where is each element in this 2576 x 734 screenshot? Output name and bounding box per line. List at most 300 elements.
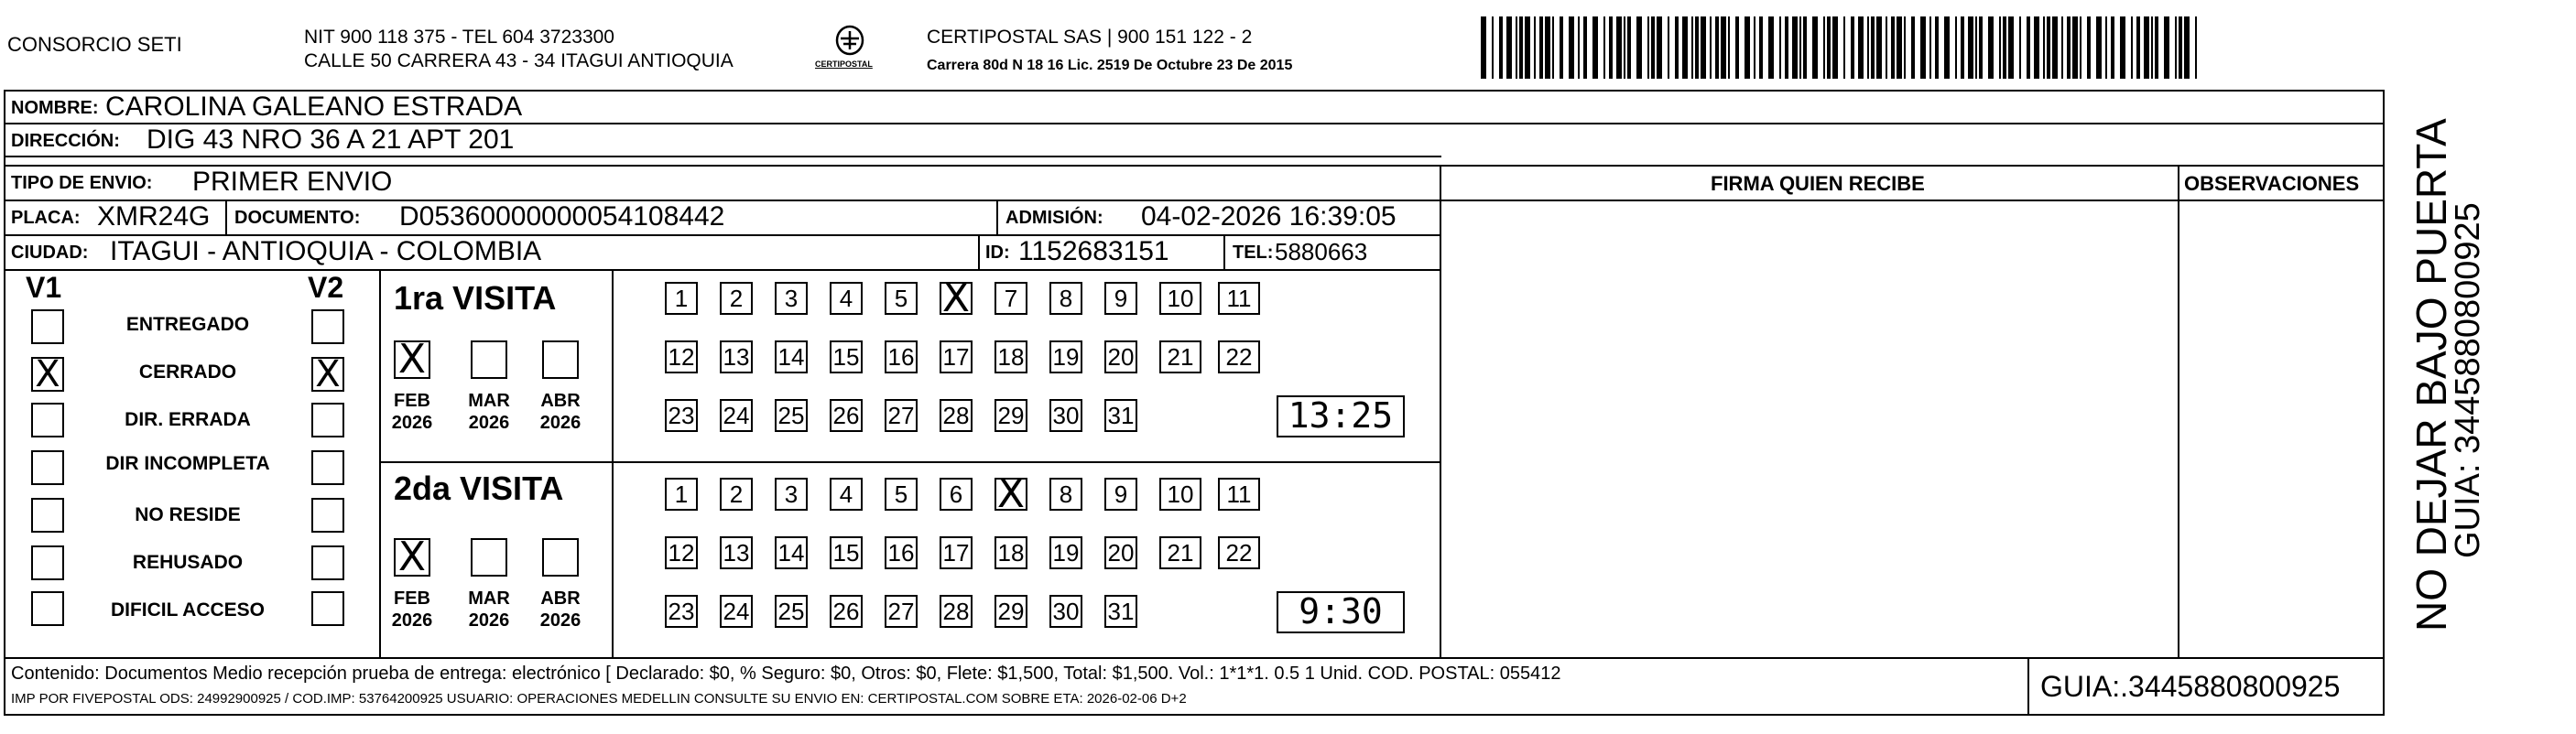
visit1-day-box[interactable] bbox=[720, 282, 753, 315]
visit1-day-number: 8 bbox=[1059, 285, 1073, 312]
document-label: DOCUMENTO: bbox=[234, 208, 361, 228]
v2-checkbox[interactable] bbox=[311, 545, 344, 580]
status-option-label: DIR INCOMPLETA bbox=[105, 453, 270, 474]
visit2-day-box[interactable] bbox=[1049, 536, 1082, 569]
visit2-day-box[interactable] bbox=[995, 595, 1027, 628]
visit2-day-box[interactable] bbox=[1104, 595, 1137, 628]
barcode-bar bbox=[1968, 16, 1973, 79]
visit2-day-number: 13 bbox=[723, 539, 750, 567]
v1-checkbox[interactable] bbox=[31, 545, 64, 580]
visit1-day-box[interactable] bbox=[1049, 399, 1082, 432]
barcode-bar bbox=[2047, 16, 2050, 79]
barcode-bar bbox=[1695, 16, 1699, 79]
visit1-day-box[interactable] bbox=[665, 340, 698, 373]
visit1-day-number: 5 bbox=[894, 285, 908, 312]
barcode-bar bbox=[1616, 16, 1622, 79]
barcode-bar bbox=[2131, 16, 2133, 79]
visit2-day-number: 22 bbox=[1225, 539, 1253, 567]
barcode-bar bbox=[2072, 16, 2078, 79]
visit2-day-box[interactable] bbox=[940, 478, 973, 511]
barcode-bar bbox=[1592, 16, 1598, 79]
visit2-day-number: 5 bbox=[894, 480, 908, 508]
barcode-bar bbox=[2144, 16, 2149, 79]
visit2-month-checkbox[interactable] bbox=[394, 534, 430, 580]
visit1-month-label: ABR bbox=[540, 391, 581, 411]
barcode-bar bbox=[2111, 16, 2114, 79]
visit2-day-box[interactable] bbox=[1218, 536, 1260, 569]
visit2-day-number: 8 bbox=[1059, 480, 1073, 508]
barcode-bar bbox=[1827, 16, 1831, 79]
v2-checkbox[interactable] bbox=[311, 498, 344, 533]
check-mark: X bbox=[35, 353, 60, 395]
visit1-day-box[interactable] bbox=[775, 282, 808, 315]
visit2-day-box[interactable] bbox=[1104, 536, 1137, 569]
barcode-bar bbox=[1876, 16, 1882, 79]
barcode-bar bbox=[2052, 16, 2058, 79]
imp-line: IMP POR FIVEPOSTAL ODS: 24992900925 / COD.IMP: 53764200925 USUARIO: OPERACIONES MEDELLIN CONSULTE SU ENVIO EN: CERTIPOSTAL.COM SOBRE ETA: 2026-02-06 D+2 bbox=[11, 691, 1187, 707]
visit2-day-box[interactable] bbox=[940, 595, 973, 628]
visit2-day-number: 20 bbox=[1107, 539, 1135, 567]
plate-value: XMR24G bbox=[97, 201, 211, 232]
visit1-day-number: 10 bbox=[1167, 285, 1194, 312]
visit2-day-number: 18 bbox=[997, 539, 1025, 567]
visit2-day-box[interactable] bbox=[720, 536, 753, 569]
barcode-bar bbox=[1911, 16, 1915, 79]
visit2-day-number: 12 bbox=[668, 539, 695, 567]
barcode-bar bbox=[1999, 16, 2001, 79]
visit1-title: 1ra VISITA bbox=[394, 279, 557, 317]
visit2-day-box[interactable] bbox=[885, 595, 918, 628]
visit2-month-checkbox[interactable] bbox=[471, 538, 507, 577]
visit2-day-box[interactable] bbox=[940, 536, 973, 569]
document-value: D05360000000054108442 bbox=[399, 201, 725, 232]
visit2-day-number: 2 bbox=[729, 480, 744, 508]
visit2-day-box[interactable] bbox=[1049, 478, 1082, 511]
v1-checkbox[interactable] bbox=[31, 353, 64, 395]
id-value: 1152683151 bbox=[1018, 236, 1169, 266]
barcode-bar bbox=[1803, 16, 1807, 79]
barcode-bar bbox=[2136, 16, 2140, 79]
barcode-bar bbox=[1920, 16, 1926, 79]
visit1-day-box[interactable] bbox=[830, 340, 863, 373]
visit1-day-box[interactable] bbox=[1104, 340, 1137, 373]
barcode-bar bbox=[1682, 16, 1688, 79]
visit2-day-box[interactable] bbox=[1104, 478, 1137, 511]
visit2-day-box[interactable] bbox=[775, 478, 808, 511]
visit1-month-label: MAR bbox=[468, 391, 510, 411]
visit1-day-box[interactable] bbox=[1218, 282, 1260, 315]
visit1-day-number: 9 bbox=[1114, 285, 1128, 312]
visit2-day-box[interactable] bbox=[1218, 478, 1260, 511]
visit1-day-box[interactable] bbox=[885, 340, 918, 373]
barcode-bar bbox=[1545, 16, 1550, 79]
barcode-bar bbox=[1735, 16, 1739, 79]
barcode-bar bbox=[1583, 16, 1587, 79]
visit1-day-number: 7 bbox=[1004, 285, 1018, 312]
barcode-bar bbox=[1754, 16, 1755, 79]
visit1-day-number: 28 bbox=[942, 402, 970, 429]
visit1-day-number: 11 bbox=[1226, 285, 1252, 312]
barcode-bar bbox=[1481, 16, 1486, 79]
barcode-bar bbox=[1647, 16, 1649, 79]
visit1-day-number: 27 bbox=[887, 402, 915, 429]
barcode-bar bbox=[1785, 16, 1788, 79]
barcode-bar bbox=[1891, 16, 1895, 79]
visit1-day-box[interactable] bbox=[1218, 340, 1260, 373]
visit1-day-box[interactable] bbox=[995, 282, 1027, 315]
barcode-bar bbox=[1988, 16, 1994, 79]
visit1-day-number: 25 bbox=[777, 402, 805, 429]
barcode-bar bbox=[1516, 16, 1517, 79]
visit2-day-box[interactable] bbox=[665, 478, 698, 511]
visit1-day-number: 23 bbox=[668, 402, 695, 429]
visit2-day-number: 26 bbox=[832, 598, 860, 625]
barcode-bar bbox=[2003, 16, 2006, 79]
barcode-bar bbox=[1779, 16, 1781, 79]
address-line: CALLE 50 CARRERA 43 - 34 ITAGUI ANTIOQUIA bbox=[304, 50, 734, 71]
barcode-bar bbox=[1560, 16, 1563, 79]
barcode-bar bbox=[1843, 16, 1845, 79]
visit2-day-number: 4 bbox=[839, 480, 853, 508]
visit2-day-number: 21 bbox=[1167, 539, 1194, 567]
check-mark: X bbox=[315, 353, 341, 395]
barcode-bar bbox=[1710, 16, 1712, 79]
visit1-day-number: 21 bbox=[1167, 343, 1194, 371]
visit1-day-box[interactable] bbox=[775, 399, 808, 432]
visit2-day-box[interactable] bbox=[995, 536, 1027, 569]
visit1-day-number: 2 bbox=[729, 285, 744, 312]
visit2-day-number: 16 bbox=[887, 539, 915, 567]
v1-checkbox[interactable] bbox=[31, 498, 64, 533]
barcode-bar bbox=[1651, 16, 1655, 79]
status-option-label: ENTREGADO bbox=[125, 314, 250, 335]
barcode-bar bbox=[2019, 16, 2021, 79]
visit2-day-box[interactable] bbox=[720, 595, 753, 628]
visit1-month-label: FEB bbox=[394, 391, 430, 411]
visit1-day-number: 1 bbox=[674, 285, 689, 312]
visit2-day-number: 30 bbox=[1052, 598, 1080, 625]
barcode-bar bbox=[1506, 16, 1512, 79]
visit2-year-label: 2026 bbox=[468, 610, 510, 631]
v1-checkbox[interactable] bbox=[31, 591, 64, 626]
barcode-bar bbox=[1832, 16, 1838, 79]
barcode-bar bbox=[1897, 16, 1902, 79]
visit1-day-number: 3 bbox=[784, 285, 799, 312]
barcode-bar bbox=[1657, 16, 1662, 79]
visit1-day-number: 29 bbox=[997, 402, 1025, 429]
barcode-bar bbox=[1715, 16, 1719, 79]
visit1-day-number: 12 bbox=[668, 343, 695, 371]
visit2-day-number: 19 bbox=[1052, 539, 1080, 567]
visit2-day-number: 25 bbox=[777, 598, 805, 625]
recipient-name: CAROLINA GALEANO ESTRADA bbox=[105, 92, 523, 122]
barcode-bar bbox=[1624, 16, 1625, 79]
visit1-day-box[interactable] bbox=[720, 399, 753, 432]
barcode-bar bbox=[2105, 16, 2107, 79]
visit2-day-box[interactable] bbox=[885, 478, 918, 511]
visit1-day-number: 16 bbox=[887, 343, 915, 371]
barcode-bar bbox=[1886, 16, 1887, 79]
visit2-year-label: 2026 bbox=[539, 610, 582, 631]
visit2-day-number: 9 bbox=[1114, 480, 1128, 508]
visit1-time-value: 13:25 bbox=[1288, 395, 1394, 436]
visit2-time-value: 9:30 bbox=[1299, 591, 1383, 631]
barcode-bar bbox=[1961, 16, 1964, 79]
barcode-bar bbox=[1519, 16, 1523, 79]
barcode-bar bbox=[2151, 16, 2153, 79]
visit1-day-box[interactable] bbox=[1049, 340, 1082, 373]
barcode-bar bbox=[2120, 16, 2125, 79]
v2-checkbox[interactable] bbox=[311, 591, 344, 626]
visit1-day-box[interactable] bbox=[1159, 340, 1201, 373]
barcode-bar bbox=[2034, 16, 2039, 79]
v2-checkbox[interactable] bbox=[311, 450, 344, 485]
visit2-day-box[interactable] bbox=[830, 536, 863, 569]
visit1-day-box[interactable] bbox=[940, 399, 973, 432]
barcode-bar bbox=[1492, 16, 1494, 79]
visit1-day-number: 30 bbox=[1052, 402, 1080, 429]
visit2-day-number: 14 bbox=[777, 539, 805, 567]
barcode-bar bbox=[2061, 16, 2063, 79]
barcode-bar bbox=[1812, 16, 1818, 79]
v2-checkbox[interactable] bbox=[311, 353, 344, 395]
barcode-bar bbox=[1904, 16, 1906, 79]
visit2-day-number: 6 bbox=[949, 480, 963, 508]
visit2-month-label: MAR bbox=[468, 588, 510, 609]
visit1-day-box[interactable] bbox=[830, 282, 863, 315]
barcode-bar bbox=[2096, 16, 2102, 79]
visit1-day-box[interactable] bbox=[1049, 282, 1082, 315]
signature-label: FIRMA QUIEN RECIBE bbox=[1711, 172, 1925, 195]
carrier-line: CERTIPOSTAL SAS | 900 151 122 - 2 bbox=[927, 27, 1253, 48]
nit-line: NIT 900 118 375 - TEL 604 3723300 bbox=[304, 27, 614, 48]
plate-label: PLACA: bbox=[11, 208, 81, 228]
shipment-type-label: TIPO DE ENVIO: bbox=[11, 173, 153, 193]
barcode-bar bbox=[1569, 16, 1574, 79]
visit2-day-number: 23 bbox=[668, 598, 695, 625]
barcode-bar bbox=[1858, 16, 1864, 79]
visit1-day-number: 17 bbox=[942, 343, 970, 371]
visit1-day-number: 24 bbox=[723, 402, 750, 429]
visit1-day-box[interactable] bbox=[885, 399, 918, 432]
visit2-day-number: 29 bbox=[997, 598, 1025, 625]
visit2-day-number: 31 bbox=[1107, 598, 1135, 625]
barcode-bar bbox=[1929, 16, 1931, 79]
logo-text: CERTIPOSTAL bbox=[815, 59, 873, 69]
visit2-day-box[interactable] bbox=[775, 536, 808, 569]
visit2-day-number: 3 bbox=[784, 480, 799, 508]
visit2-day-box[interactable] bbox=[885, 536, 918, 569]
visit2-year-label: 2026 bbox=[391, 610, 433, 631]
v2-checkbox[interactable] bbox=[311, 403, 344, 437]
visit2-day-box[interactable] bbox=[1159, 536, 1201, 569]
barcode-bar bbox=[1627, 16, 1631, 79]
barcode-bar bbox=[1728, 16, 1730, 79]
visit1-day-number: 14 bbox=[777, 343, 805, 371]
name-label: NOMBRE: bbox=[11, 98, 99, 118]
city-label: CIUDAD: bbox=[11, 243, 89, 263]
visit1-time-box[interactable] bbox=[1277, 395, 1405, 437]
visit2-time-box[interactable] bbox=[1277, 591, 1405, 633]
v1-checkbox[interactable] bbox=[31, 309, 64, 344]
address-label: DIRECCIÓN: bbox=[11, 131, 120, 151]
visit1-day-number: 4 bbox=[839, 285, 853, 312]
barcode-bar bbox=[1979, 16, 1983, 79]
visit1-day-box[interactable] bbox=[775, 340, 808, 373]
visit2-day-box[interactable] bbox=[830, 595, 863, 628]
barcode-bar bbox=[1871, 16, 1875, 79]
visit1-day-box[interactable] bbox=[1104, 282, 1137, 315]
shipment-type: PRIMER ENVIO bbox=[192, 167, 393, 197]
visit1-day-number: 31 bbox=[1107, 402, 1135, 429]
company-name: CONSORCIO SETI bbox=[7, 33, 182, 56]
visit2-month-label: ABR bbox=[540, 588, 581, 609]
carrier-license: Carrera 80d N 18 16 Lic. 2519 De Octubre 23 De 2015 bbox=[927, 58, 1293, 73]
visit2-month-checkbox[interactable] bbox=[542, 538, 579, 577]
barcode-bar bbox=[2175, 16, 2177, 79]
observations-label: OBSERVACIONES bbox=[2184, 172, 2360, 195]
barcode-bar bbox=[1675, 16, 1679, 79]
barcode-bar bbox=[1823, 16, 1825, 79]
barcode-bar bbox=[1534, 16, 1536, 79]
v1-checkbox[interactable] bbox=[31, 450, 64, 485]
barcode-bar bbox=[2179, 16, 2182, 79]
visit1-month-checkbox[interactable] bbox=[394, 336, 430, 383]
barcode-bar bbox=[2184, 16, 2190, 79]
barcode-bar bbox=[1935, 16, 1939, 79]
barcode-bar bbox=[1691, 16, 1693, 79]
status-option-label: DIFICIL ACCESO bbox=[110, 599, 265, 621]
barcode-bar bbox=[1525, 16, 1530, 79]
visit1-year-label: 2026 bbox=[391, 413, 433, 433]
visit1-day-box[interactable] bbox=[665, 282, 698, 315]
admission-value: 04-02-2026 16:39:05 bbox=[1141, 201, 1397, 232]
visit2-day-number: 24 bbox=[723, 598, 750, 625]
barcode-bar bbox=[2008, 16, 2014, 79]
visit2-day-box[interactable] bbox=[995, 470, 1027, 517]
id-label: ID: bbox=[985, 243, 1010, 263]
v1-label: V1 bbox=[26, 271, 62, 304]
visit2-day-box[interactable] bbox=[1159, 478, 1201, 511]
visit2-day-box[interactable] bbox=[720, 478, 753, 511]
visit1-month-checkbox[interactable] bbox=[471, 340, 507, 379]
barcode-bar bbox=[1721, 16, 1726, 79]
visit1-day-box[interactable] bbox=[995, 340, 1027, 373]
status-option-label: DIR. ERRADA bbox=[125, 409, 251, 430]
visit1-day-box[interactable] bbox=[665, 399, 698, 432]
visit2-day-box[interactable] bbox=[830, 478, 863, 511]
barcode-bar bbox=[1539, 16, 1543, 79]
check-mark: X bbox=[941, 275, 971, 321]
visit1-day-number: 19 bbox=[1052, 343, 1080, 371]
visit2-day-number: 27 bbox=[887, 598, 915, 625]
v2-label: V2 bbox=[308, 271, 344, 304]
visit2-day-box[interactable] bbox=[665, 536, 698, 569]
city-value: ITAGUI - ANTIOQUIA - COLOMBIA bbox=[110, 236, 542, 266]
barcode-bar bbox=[2087, 16, 2091, 79]
visit1-day-box[interactable] bbox=[940, 340, 973, 373]
visit1-day-box[interactable] bbox=[940, 275, 973, 321]
barcode-bar bbox=[1701, 16, 1706, 79]
barcode-bar bbox=[1792, 16, 1798, 79]
visit1-day-box[interactable] bbox=[720, 340, 753, 373]
side-guide: GUIA: 3445880800925 bbox=[2449, 202, 2487, 558]
barcode-bar bbox=[1799, 16, 1801, 79]
visit2-day-box[interactable] bbox=[775, 595, 808, 628]
visit1-day-number: 22 bbox=[1225, 343, 1253, 371]
side-warning: NO DEJAR BAJO PUERTA bbox=[2408, 118, 2455, 631]
visit1-year-label: 2026 bbox=[539, 413, 582, 433]
visit1-day-box[interactable] bbox=[885, 282, 918, 315]
barcode-bar bbox=[1975, 16, 1977, 79]
visit1-day-box[interactable] bbox=[830, 399, 863, 432]
visit2-day-number: 15 bbox=[832, 539, 860, 567]
barcode-bar bbox=[1851, 16, 1854, 79]
barcode-bar bbox=[1745, 16, 1750, 79]
check-mark: X bbox=[996, 470, 1026, 517]
barcode-bar bbox=[1603, 16, 1605, 79]
barcode-bar bbox=[1759, 16, 1763, 79]
barcode-bar bbox=[1578, 16, 1580, 79]
visit1-day-number: 26 bbox=[832, 402, 860, 429]
status-option-label: NO RESIDE bbox=[135, 504, 241, 525]
visit2-day-number: 10 bbox=[1167, 480, 1194, 508]
guide-box: GUIA:.3445880800925 bbox=[2040, 670, 2341, 703]
barcode-bar bbox=[1499, 16, 1503, 79]
check-mark: X bbox=[397, 534, 427, 580]
visit2-month-label: FEB bbox=[394, 588, 430, 609]
barcode-bar bbox=[2155, 16, 2158, 79]
visit1-day-number: 20 bbox=[1107, 343, 1135, 371]
visit1-day-box[interactable] bbox=[1159, 282, 1201, 315]
barcode-bar bbox=[2027, 16, 2030, 79]
visit2-day-number: 28 bbox=[942, 598, 970, 625]
visit2-day-box[interactable] bbox=[1049, 595, 1082, 628]
visit2-day-number: 11 bbox=[1226, 480, 1252, 508]
barcode-bar bbox=[2080, 16, 2081, 79]
barcode-bar bbox=[1552, 16, 1554, 79]
visit1-day-box[interactable] bbox=[995, 399, 1027, 432]
v2-checkbox[interactable] bbox=[311, 309, 344, 344]
check-mark: X bbox=[397, 336, 427, 383]
barcode-bar bbox=[1944, 16, 1950, 79]
visit1-month-checkbox[interactable] bbox=[542, 340, 579, 379]
barcode-bar bbox=[1867, 16, 1869, 79]
visit1-day-box[interactable] bbox=[1104, 399, 1137, 432]
barcode-bar bbox=[1636, 16, 1642, 79]
v1-checkbox[interactable] bbox=[31, 403, 64, 437]
visit1-day-number: 18 bbox=[997, 343, 1025, 371]
barcode-bar bbox=[2067, 16, 2071, 79]
visit2-title: 2da VISITA bbox=[394, 470, 564, 507]
content-line: Contenido: Documentos Medio recepción prueba de entrega: electrónico [ Declarado: $0, % Seguro: $0, Otros: $0, Flete: $1,500, Total: $1,500. Vol.: 1*1*1. 0.5 1 Unid. COD. POSTAL: 055412 bbox=[11, 664, 1561, 684]
visit1-day-number: 13 bbox=[723, 343, 750, 371]
tel-value: 5880663 bbox=[1275, 238, 1368, 265]
visit1-day-number: 15 bbox=[832, 343, 860, 371]
barcode bbox=[1481, 16, 2204, 79]
certipostal-logo bbox=[813, 22, 886, 75]
barcode-bar bbox=[1609, 16, 1613, 79]
visit2-day-number: 17 bbox=[942, 539, 970, 567]
visit2-day-box[interactable] bbox=[665, 595, 698, 628]
barcode-bar bbox=[2043, 16, 2045, 79]
barcode-bar bbox=[2164, 16, 2169, 79]
status-option-label: CERRADO bbox=[138, 362, 237, 383]
tel-label: TEL: bbox=[1233, 243, 1274, 263]
barcode-bar bbox=[1668, 16, 1669, 79]
barcode-bar bbox=[1768, 16, 1774, 79]
recipient-address: DIG 43 NRO 36 A 21 APT 201 bbox=[147, 124, 515, 155]
